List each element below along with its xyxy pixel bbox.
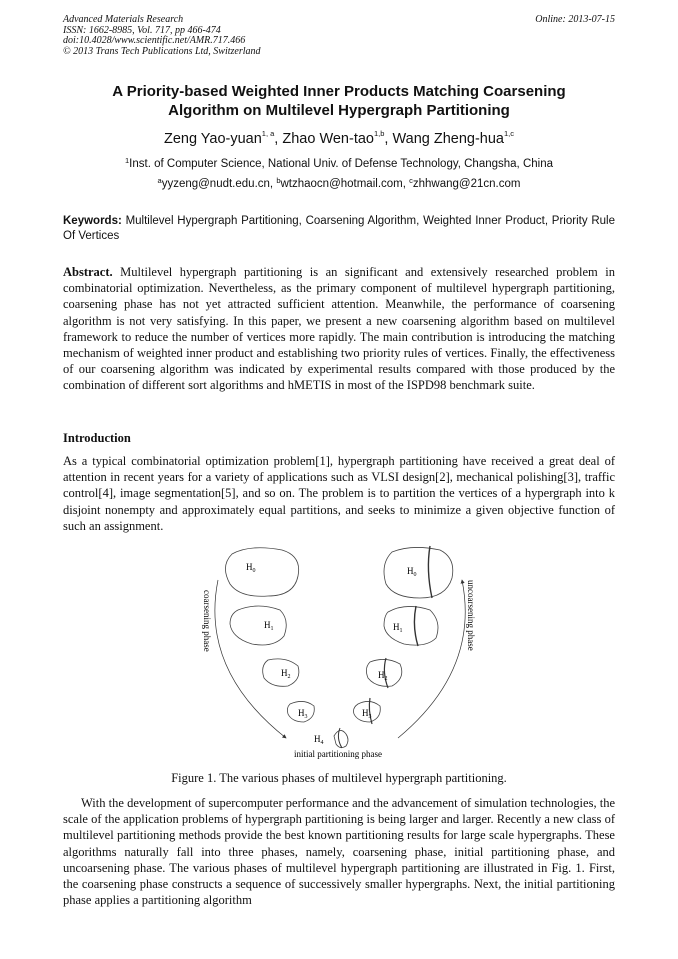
hypergraph-h0-left xyxy=(225,548,298,597)
figure-caption: Figure 1. The various phases of multilevel hypergraph partitioning. xyxy=(171,771,507,785)
label-initial-phase: initial partitioning phase xyxy=(294,749,382,759)
section-heading-introduction: Introduction xyxy=(63,431,131,445)
email-a[interactable]: yyzeng@nudt.edu.cn, xyxy=(161,178,274,190)
online-date: Online: 2013-07-15 xyxy=(535,14,615,25)
author-3: Wang Zheng-hua xyxy=(392,131,504,147)
label-h0-right: $H_0$ xyxy=(407,566,417,578)
hypergraph-h4 xyxy=(334,730,348,747)
journal-header xyxy=(63,15,615,57)
label-h2-right: $H_2$ xyxy=(378,670,388,682)
email-c[interactable]: zhhwang@21cn.com xyxy=(412,178,521,190)
multilevel-partitioning-figure xyxy=(190,540,490,765)
label-h1-left: $H_1$ xyxy=(264,620,274,632)
email-b[interactable]: wtzhaocn@hotmail.com, xyxy=(280,178,406,190)
affiliation xyxy=(63,158,615,170)
author-3-sup: 1,c xyxy=(504,129,515,138)
email-b-sup: b xyxy=(276,176,281,185)
email-a-sup: a xyxy=(157,176,162,185)
author-2: Zhao Wen-tao xyxy=(282,131,374,147)
label-h2-left: $H_2$ xyxy=(281,668,291,680)
abstract-text: Multilevel hypergraph partitioning is an significant and extensively researched problem in combinatorial optimization. Nevertheless, as the primary component of multilevel hypergraph partitioning, coarsening phase has not yet attracted sufficient attention. Meanwhile, the performance of coarsening algorithm is not very satisfying. In this paper, we present a new coarsening algorithm based on multilevel framework to reduce the number of vertices more rapidly. The main contribution is introducing the matching mechanism of weighted inner product and establishing two priority rules of vertices. Finally, the effectiveness of our coarsening algorithm was indicated by experimental results compared with those produced by the combination of different sort algorithms and hMETIS in most of the ISPD98 benchmark suite. xyxy=(63,265,615,393)
label-h3-left: $H_3$ xyxy=(298,708,308,720)
journal-doi: doi:10.4028/www.scientific.net/AMR.717.466 xyxy=(63,35,246,46)
author-1: Zeng Yao-yuan xyxy=(163,131,262,147)
keywords xyxy=(63,214,615,244)
title-line-2: Algorithm on Multilevel Hypergraph Partitioning xyxy=(168,102,510,119)
keywords-text: Multilevel Hypergraph Partitioning, Coarsening Algorithm, Weighted Inner Product, Priority Rule Of Vertices xyxy=(63,215,615,242)
label-h1-right: $H_1$ xyxy=(393,622,403,634)
author-1-sup: 1, a xyxy=(261,129,275,138)
abstract xyxy=(63,264,615,394)
label-h0-left: $H_0$ xyxy=(246,562,256,574)
author-2-sup: 1,b xyxy=(373,129,385,138)
title-line-1: A Priority-based Weighted Inner Products Matching Coarsening xyxy=(112,83,566,100)
label-coarsening-phase: coarsening phase xyxy=(202,590,212,652)
introduction-paragraph-1: As a typical combinatorial optimization problem[1], hypergraph partitioning have received a great deal of attention in recent years for a variety of applications such as VLSI design[2], mechanical polishing[3], traffic control[4], image segmentation[5], and so on. The problem is to partition the vertices of a hypergraph into k disjoint nonempty and approximately equal partitions, and seeks to minimize a given objective function of such an assignment. xyxy=(63,454,615,533)
abstract-label: Abstract. xyxy=(63,265,113,279)
paper-title xyxy=(63,82,615,120)
author-list: Zeng Yao-yuan$^{1, a}$, Zhao Wen-tao$^{1,b}$, Wang Zheng-hua$^{1,c}$ xyxy=(163,129,515,147)
label-h4: $H_4$ xyxy=(314,734,324,746)
hypergraph-h0-right xyxy=(384,547,453,598)
email-list xyxy=(63,178,615,190)
journal-copyright: © 2013 Trans Tech Publications Ltd, Switzerland xyxy=(63,45,261,57)
label-h3-right: $H_3$ xyxy=(362,708,372,720)
journal-name: Advanced Materials Research xyxy=(63,14,184,25)
hypergraph-h1-left xyxy=(230,606,286,645)
introduction-paragraph-2: With the development of supercomputer performance and the advancement of simulation technologies, the scale of the application problems of hypergraph partitioning is being larger and larger. Recently a new class of multilevel partitioning methods provide the best known partitioning results for large scale hypergraphs. These algorithms naturally fall into three phases, namely, coarsening phase, initial partitioning phase, and uncoarsening phase. The various phases of multilevel hypergraph partitioning are illustrated in Fig. 1. First, the coarsening phase constructs a sequence of successively smaller hypergraphs. Next, the initial partitioning phase applies a partitioning algorithm xyxy=(63,796,615,908)
keywords-label: Keywords: xyxy=(63,215,122,227)
journal-issn: ISSN: 1662-8985, Vol. 717, pp 466-474 xyxy=(63,24,221,36)
affiliation-sup: 1 xyxy=(125,156,130,165)
label-uncoarsening-phase: uncoarsening phase xyxy=(466,580,476,651)
email-c-sup: c xyxy=(409,176,413,185)
affiliation-text: Inst. of Computer Science, National Univ. of Defense Technology, Changsha, China xyxy=(129,158,553,170)
